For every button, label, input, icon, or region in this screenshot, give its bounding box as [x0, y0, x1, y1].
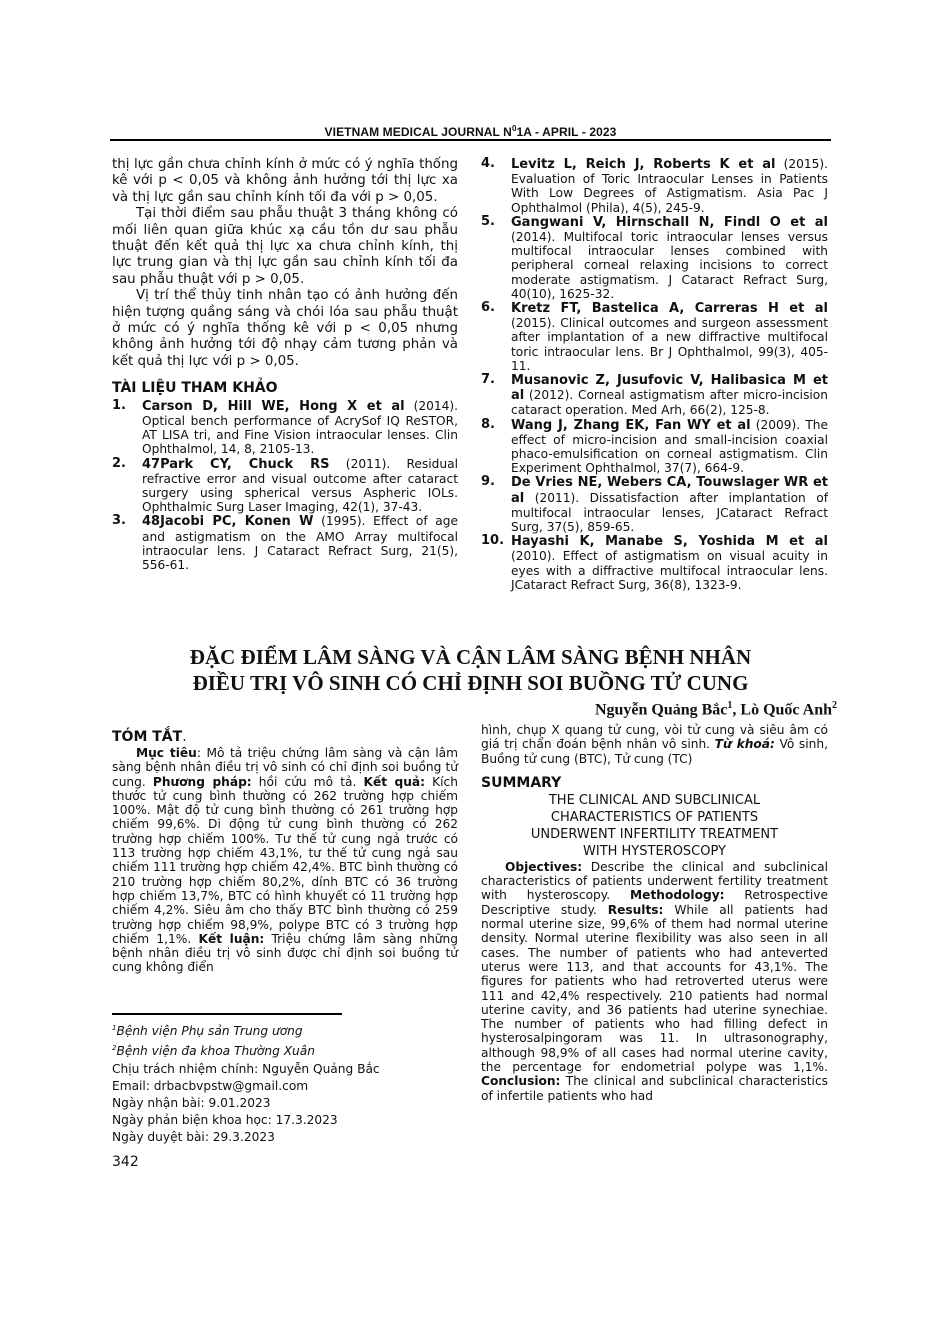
objective-label: Mục tiêu — [136, 746, 197, 760]
review-date: Ngày phản biện khoa học: 17.3.2023 — [112, 1113, 338, 1128]
reference-number: 1. — [112, 397, 126, 413]
reference-number: 8. — [481, 416, 495, 432]
reference-authors: Kretz FT, Bastelica A, Carreras H et al — [511, 301, 828, 317]
reference-authors: Carson D, Hill WE, Hong X et al — [142, 398, 405, 414]
reference-text: (2011). Dissatisfaction after implantation of multifocal intraocular lenses, JCataract Refract Surg, 37(5), 859-65. — [511, 490, 828, 535]
reference-item — [112, 514, 458, 572]
conclusion-text: The clinical and subclinical characteristics of infertile patients who had — [481, 1074, 828, 1103]
affiliation-sup: 2 — [112, 1044, 117, 1053]
method-label: Phương pháp: — [152, 774, 252, 789]
journal-name: VIETNAM MEDICAL JOURNAL N — [324, 125, 512, 139]
reference-item — [481, 157, 828, 215]
paragraph: Vị trí thể thủy tinh nhân tạo có ảnh hưởng đến hiện tượng quầng sáng và chói lóa sau phẫu thuật ở mức có ý nghĩa thống kê với p < 0,05 nhưng không ảnh hưởng tới độ nhạy cảm tương phản và kết quả thị lực với p > 0,05. — [112, 288, 458, 369]
methodology-text: Retrospective Descriptive study. — [481, 888, 828, 917]
abstract-vietnamese — [112, 728, 458, 975]
reference-text: (1995). Effect of age and astigmatism on the AMO Array multifocal intraocular lens. J Cataract Refract Surg, 21(5), 556-61. — [142, 514, 458, 572]
reference-list — [481, 157, 828, 592]
summary-subtitle-line: WITH HYSTEROSCOPY — [583, 843, 726, 859]
affiliation-sup: 1 — [112, 1024, 117, 1032]
objectives-text: Describe the clinical and subclinical characteristics of patients underwent fertility treatment with hysteroscopy. — [481, 859, 828, 903]
summary-subtitle — [481, 792, 828, 860]
abstract-title-text: TÓM TẮT — [112, 729, 183, 745]
author-name: Nguyễn Quảng Bắc — [594, 701, 728, 719]
summary-subtitle-line: UNDERWENT INFERTILITY TREATMENT — [530, 826, 779, 842]
reference-number: 10. — [481, 533, 505, 549]
article-authors — [595, 700, 837, 719]
reference-item — [481, 534, 828, 592]
abstract-body — [112, 746, 458, 975]
reference-text: (2009). The effect of micro-incision and small-incision coaxial phaco-emulsification on corneal astigmatism. Clin Experiment Ophthalmol, 37(7), 664-9. — [511, 417, 828, 476]
journal-header — [110, 124, 831, 139]
references-right-column — [481, 157, 828, 592]
abstract-continuation — [481, 723, 828, 766]
reference-text: (2010). Effect of astigmatism on visual acuity in eyes with a diffractive multifocal intraocular lens. JCataract Refract Surg, 36(8), 1323-9. — [511, 549, 828, 592]
journal-issue: 1A - APRIL - 2023 — [516, 125, 617, 139]
keywords-text: Vô sinh, Buồng tử cung (BTC), Tử cung (TC) — [481, 737, 828, 766]
article-title-line: ĐIỀU TRỊ VÔ SINH CÓ CHỈ ĐỊNH SOI BUỒNG TỬ CUNG — [192, 671, 749, 695]
affiliation-text: Bệnh viện đa khoa Thường Xuân — [116, 1044, 315, 1059]
email: Email: drbacbvpstw@gmail.com — [112, 1078, 309, 1093]
reference-item — [481, 475, 828, 534]
reference-authors: Wang J, Zhang EK, Fan WY et al — [511, 417, 751, 433]
reference-text: (2011). Residual refractive error and visual outcome after cataract surgery using spherical versus Aspheric IOLs. Ophthalmic Surg Laser Imaging, 42(1), 37-43. — [142, 456, 458, 515]
results-text: Kích thước tử cung bình thường có 262 trường hợp chiếm 100%. Mật độ tử cung bình thường có 261 trường hợp chiếm 99,6%. Di động tử cung bình thường có 262 trường hợp chiếm 100%. Tư thế tử cung ngả trước có 113 trường hợp chiếm 43,1%, tư thế tử cung ngả sau chiếm 111 trường hợp chiếm 42,4%. BTC bình thường có 210 trường hợp chiếm 80,2%, dính BTC có 36 trường hợp chiếm 13,7%, BTC có hình khuyết có 11 trường hợp chiếm 4,2%. Siêu âm cho thấy BTC bình thường có 259 trường hợp chiếm 98,9%, polype BTC có 3 trường hợp chiếm 1,1%. — [112, 774, 458, 946]
journal-number-sup: 0 — [511, 124, 517, 133]
conclusion-label: Conclusion: — [481, 1074, 561, 1089]
affiliation-2 — [112, 1040, 458, 1060]
summary-body — [481, 860, 828, 1103]
reference-number: 5. — [481, 213, 495, 229]
summary-subtitle-line: THE CLINICAL AND SUBCLINICAL — [548, 792, 761, 808]
reference-item — [481, 418, 828, 476]
results-label: Kết quả: — [363, 774, 426, 789]
abstract-title — [112, 728, 458, 746]
summary-title: SUMMARY — [481, 774, 562, 791]
reference-number: 4. — [481, 156, 495, 171]
conclusion-label: Kết luận: — [198, 931, 265, 946]
reference-text: (2012). Corneal astigmatism after micro-incision cataract operation. Med Arh, 66(2), 125-8. — [511, 388, 828, 418]
results-text: While all patients had normal uterine size, 99,6% of them had normal uterine density. Normal uterine flexibility was also seen in all cases. The number of patients who had anteverted uterus were 113, and that accounts for 43,1%. The figures for patients who had retroverted uterus were 111 and 42,4% respectively. 210 patients had normal uterine cavity, and 36 patients had uterine synechiae. The number of patients who had filling defect in hysterosalpingoram was 11. In ultrasonography, although 98,9% of all cases had normal uterine cavity, the percentage for endometrial polype was 1,1%. — [481, 902, 828, 1075]
results-label: Results: — [607, 902, 664, 917]
author-name: Lò Quốc Anh — [740, 701, 832, 719]
reference-number: 9. — [481, 474, 495, 490]
reference-text: (2015). Evaluation of Toric Intraocular Lenses in Patients With Low Degrees of Astigmatism. Asia Pac J Ophthalmol (Phila), 4(5), 245-9. — [511, 157, 828, 215]
reference-text: (2014). Optical bench performance of AcrySof IQ ReSTOR, AT LISA tri, and Fine Vision intraocular lenses. Clin Ophthalmol, 14, 8, 2105-13. — [142, 398, 458, 457]
reference-authors: Musanovic Z, Jusufovic V, Halibasica M et al — [511, 373, 828, 404]
conclusion-text: Triệu chứng lâm sàng những bệnh nhân điều trị vô sinh được chỉ định soi buồng tử cung không điển — [112, 931, 458, 975]
footnote-rule — [112, 1013, 342, 1015]
affiliation-1 — [112, 1020, 458, 1040]
reference-number: 6. — [481, 300, 495, 316]
header-rule — [110, 139, 831, 141]
author-separator: , — [732, 701, 741, 719]
author-affiliation-sup: 2 — [832, 700, 837, 711]
reference-number: 7. — [481, 372, 495, 388]
reference-item — [481, 301, 828, 373]
reference-authors: 47Park CY, Chuck RS — [142, 456, 330, 472]
abstract-title-dot: . — [182, 729, 187, 745]
reference-item — [112, 457, 458, 515]
objective-text: : Mô tả triệu chứng lâm sàng và cận lâm sàng bệnh nhân điều trị vô sinh có chỉ định soi buồng tử cung. — [112, 746, 459, 789]
summary-subtitle-line: CHARACTERISTICS OF PATIENTS — [550, 809, 759, 825]
keywords-label: Từ khoá: — [714, 737, 775, 752]
author-affiliation-sup: 1 — [727, 700, 733, 711]
references-title: TÀI LIỆU THAM KHẢO — [112, 380, 278, 397]
reference-item — [481, 373, 828, 418]
received-date: Ngày nhận bài: 9.01.2023 — [112, 1095, 271, 1110]
article-title — [110, 644, 831, 696]
responsible-author: Chịu trách nhiệm chính: Nguyễn Quảng Bắc — [112, 1061, 380, 1076]
objectives-label: Objectives: — [505, 859, 583, 874]
paragraph: Tại thời điểm sau phẫu thuật 3 tháng không có mối liên quan giữa khúc xạ cầu tồn dư sau phẫu thuật đến kết quả thị lực xa chưa chỉnh kính, thị lực trung gian và thị lực gần sau chỉnh kính tối đa sau phẫu thuật với p > 0,05. — [112, 206, 458, 287]
reference-text: (2015). Clinical outcomes and surgeon assessment after implantation of a new diffractive multifocal toric intraocular lens. Br J Ophthalmol, 99(3), 405-11. — [511, 316, 828, 373]
summary-column — [481, 723, 828, 1103]
reference-number: 2. — [112, 455, 126, 471]
reference-item — [481, 215, 828, 301]
article-title-line: ĐẶC ĐIỂM LÂM SÀNG VÀ CẬN LÂM SÀNG BỆNH NHÂN — [189, 645, 752, 669]
reference-text: (2014). Multifocal toric intraocular lenses versus multifocal intraocular lenses combined with peripheral corneal relaxing incisions to correct moderate astigmatism. J Cataract Refract Surg, 40(10), 1625-32. — [511, 230, 828, 301]
page-number: 342 — [112, 1154, 139, 1170]
footnotes — [112, 1020, 458, 1147]
affiliation-text: Bệnh viện Phụ sản Trung ương — [116, 1024, 303, 1039]
reference-number: 3. — [112, 513, 126, 529]
reference-list — [112, 399, 458, 572]
methodology-label: Methodology: — [630, 888, 725, 903]
reference-item — [112, 399, 458, 457]
previous-article-left-column — [112, 157, 458, 572]
reference-authors: 48Jacobi PC, Konen W — [142, 514, 314, 530]
reference-authors: De Vries NE, Webers CA, Touwslager WR et al — [511, 475, 828, 506]
conclusion-continued: hình, chụp X quang tử cung, vòi tử cung và siêu âm có giá trị chẩn đoán bệnh nhân vô sinh. — [481, 723, 828, 752]
method-text: hồi cứu mô tả. — [251, 774, 364, 789]
reference-authors: Gangwani V, Hirnschall N, Findl O et al — [511, 214, 828, 230]
accepted-date: Ngày duyệt bài: 29.3.2023 — [112, 1130, 275, 1145]
reference-authors: Levitz L, Reich J, Roberts K et al — [511, 157, 776, 172]
paragraph: thị lực gần chưa chỉnh kính ở mức có ý nghĩa thống kê với p < 0,05 và không ảnh hưởng tới thị lực xa và thị lực gần sau chỉnh kính tối đa với p > 0,05. — [112, 157, 458, 205]
reference-authors: Hayashi K, Manabe S, Yoshida M et al — [511, 534, 828, 550]
